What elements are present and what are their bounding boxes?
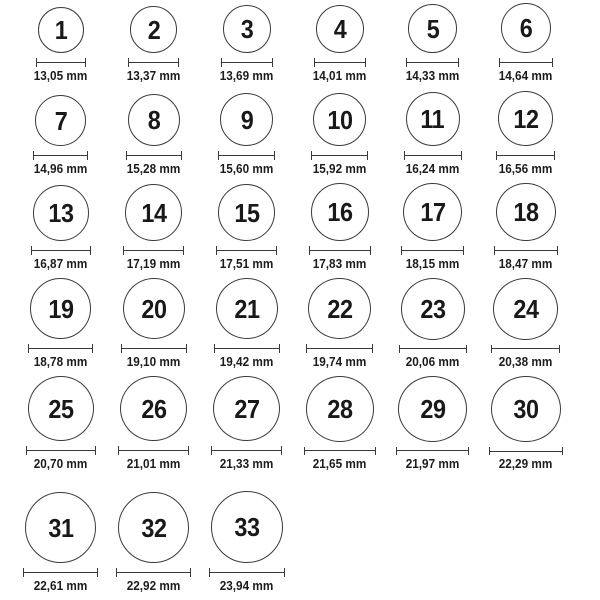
ring-circle — [501, 3, 551, 53]
ring-size-cell — [386, 376, 479, 478]
diameter-label: 14,33 mm — [405, 69, 460, 84]
ring-size-number: 3 — [240, 14, 253, 45]
scale-bar — [400, 348, 466, 349]
ring-size-cell — [107, 478, 200, 600]
diameter-scale-line — [126, 151, 182, 160]
ring-circle — [491, 376, 561, 442]
diameter-label: 17,51 mm — [219, 257, 274, 272]
ring-size-row — [14, 0, 600, 90]
ring-size-cell — [14, 0, 107, 90]
ring-size-number: 10 — [326, 104, 353, 135]
ring-size-cell — [386, 278, 479, 376]
ring-circle — [220, 93, 273, 146]
scale-bar — [217, 250, 276, 251]
diameter-scale-line — [23, 568, 98, 577]
diameter-label: 13,05 mm — [33, 69, 88, 84]
ring-size-cell — [107, 183, 200, 278]
ring-size-number: 26 — [140, 393, 167, 424]
diameter-scale-line — [396, 447, 469, 456]
scale-bar — [310, 250, 370, 251]
ring-circle — [306, 376, 374, 442]
diameter-scale-line — [209, 568, 285, 577]
ring-size-cell — [200, 90, 293, 183]
diameter-scale-line — [216, 246, 277, 255]
ring-size-number: 24 — [512, 293, 539, 324]
ring-size-number: 21 — [233, 293, 260, 324]
ring-size-cell — [479, 376, 572, 478]
ring-size-number: 30 — [512, 393, 539, 424]
ring-size-number: 31 — [47, 512, 74, 543]
ring-size-number: 4 — [333, 14, 346, 45]
diameter-label: 16,56 mm — [498, 162, 553, 177]
diameter-label: 20,06 mm — [405, 355, 460, 370]
ring-circle — [308, 278, 371, 339]
diameter-label: 18,78 mm — [33, 355, 88, 370]
diameter-scale-line — [314, 58, 366, 67]
ring-size-cell — [479, 278, 572, 376]
diameter-label: 22,92 mm — [126, 579, 181, 594]
ring-size-cell — [14, 376, 107, 478]
ring-circle — [223, 5, 271, 53]
diameter-scale-line — [401, 246, 464, 255]
scale-bar — [500, 62, 552, 63]
ring-circle — [498, 91, 553, 146]
scale-bar — [119, 450, 188, 451]
ring-size-number: 23 — [419, 293, 446, 324]
ring-circle — [406, 92, 460, 146]
ring-circle — [123, 278, 185, 339]
ring-size-number: 13 — [47, 198, 74, 229]
ring-circle — [403, 183, 462, 241]
ring-size-number: 28 — [326, 393, 353, 424]
ring-circle — [25, 492, 96, 563]
ring-size-row — [14, 90, 600, 183]
ring-size-number: 5 — [426, 13, 439, 44]
diameter-scale-line — [489, 447, 563, 455]
ring-circle — [120, 376, 187, 441]
scale-bar — [312, 155, 367, 156]
ring-size-number: 17 — [419, 197, 446, 228]
diameter-scale-line — [28, 344, 93, 353]
diameter-label: 22,61 mm — [33, 579, 88, 594]
ring-size-cell — [14, 278, 107, 376]
diameter-scale-line — [128, 58, 179, 67]
ring-circle — [213, 376, 280, 441]
diameter-scale-line — [311, 151, 368, 160]
diameter-label: 13,37 mm — [126, 69, 181, 84]
scale-bar — [402, 250, 463, 251]
diameter-label: 16,24 mm — [405, 162, 460, 177]
ring-circle — [33, 185, 89, 241]
ring-size-number: 29 — [419, 393, 446, 424]
scale-bar — [127, 155, 181, 156]
ring-size-number: 32 — [140, 512, 167, 543]
ring-size-cell — [14, 478, 107, 600]
diameter-scale-line — [306, 344, 373, 353]
diameter-scale-line — [309, 246, 371, 255]
ring-size-cell — [14, 183, 107, 278]
ring-circle — [35, 95, 86, 146]
diameter-scale-line — [36, 58, 86, 67]
diameter-scale-line — [211, 446, 282, 455]
scale-bar — [32, 250, 90, 251]
diameter-scale-line — [31, 246, 91, 255]
diameter-label: 19,74 mm — [312, 355, 367, 370]
scale-bar — [497, 155, 554, 156]
ring-size-cell — [479, 0, 572, 90]
ring-size-cell — [107, 278, 200, 376]
ring-size-cell — [386, 90, 479, 183]
ring-circle — [128, 94, 180, 146]
ring-size-row — [14, 278, 600, 376]
ring-size-number: 12 — [512, 103, 539, 134]
ring-size-cell — [386, 183, 479, 278]
diameter-label: 13,69 mm — [219, 69, 274, 84]
diameter-label: 17,19 mm — [126, 257, 181, 272]
scale-bar — [122, 348, 186, 349]
ring-size-number: 11 — [420, 104, 445, 135]
ring-circle — [493, 278, 558, 340]
scale-bar — [129, 62, 178, 63]
diameter-label: 16,87 mm — [33, 257, 88, 272]
diameter-label: 21,01 mm — [126, 457, 181, 472]
ring-circle — [216, 278, 278, 339]
ring-size-cell — [200, 478, 293, 600]
diameter-scale-line — [118, 446, 189, 455]
diameter-label: 21,33 mm — [219, 457, 274, 472]
diameter-scale-line — [499, 58, 553, 67]
scale-bar — [37, 62, 85, 63]
scale-bar — [212, 450, 281, 451]
ring-size-cell — [386, 0, 479, 90]
ring-size-cell — [200, 376, 293, 478]
ring-size-row — [14, 183, 600, 278]
ring-circle — [30, 278, 91, 339]
ring-circle — [218, 184, 275, 241]
diameter-label: 23,94 mm — [219, 579, 274, 594]
ring-size-number: 7 — [54, 105, 67, 136]
ring-size-number: 19 — [47, 293, 74, 324]
diameter-label: 14,64 mm — [498, 69, 553, 84]
diameter-scale-line — [218, 151, 275, 160]
ring-size-cell — [200, 278, 293, 376]
diameter-label: 14,01 mm — [312, 69, 367, 84]
ring-size-number: 8 — [147, 105, 160, 136]
diameter-label: 14,96 mm — [33, 162, 88, 177]
diameter-label: 17,83 mm — [312, 257, 367, 272]
scale-bar — [219, 155, 274, 156]
ring-circle — [28, 376, 94, 441]
ring-size-cell — [293, 278, 386, 376]
ring-size-number: 18 — [512, 197, 539, 228]
ring-circle — [125, 184, 182, 241]
ring-size-number: 25 — [47, 393, 74, 424]
ring-size-number: 6 — [519, 13, 532, 44]
diameter-label: 21,65 mm — [312, 457, 367, 472]
ring-circle — [408, 4, 457, 53]
ring-size-cell — [200, 183, 293, 278]
diameter-scale-line — [399, 345, 467, 354]
diameter-label: 15,60 mm — [219, 162, 274, 177]
ring-size-number: 1 — [54, 15, 67, 46]
ring-size-number: 33 — [233, 512, 260, 543]
diameter-scale-line — [494, 246, 558, 255]
ring-size-number: 22 — [326, 293, 353, 324]
ring-size-cell — [293, 376, 386, 478]
ring-circle — [38, 7, 84, 53]
diameter-scale-line — [491, 345, 560, 354]
scale-bar — [27, 450, 95, 451]
diameter-label: 20,70 mm — [33, 457, 88, 472]
diameter-scale-line — [406, 58, 459, 67]
ring-size-number: 20 — [140, 293, 167, 324]
ring-size-cell — [107, 0, 200, 90]
scale-bar — [117, 572, 190, 573]
ring-circle — [398, 376, 467, 442]
diameter-label: 18,47 mm — [498, 257, 553, 272]
scale-bar — [215, 348, 279, 349]
ring-circle — [401, 278, 465, 340]
diameter-scale-line — [496, 151, 555, 160]
scale-bar — [405, 155, 461, 156]
ring-size-cell — [107, 376, 200, 478]
ring-size-row — [14, 478, 600, 600]
diameter-scale-line — [116, 568, 191, 577]
ring-size-number: 2 — [147, 14, 160, 45]
ring-size-cell — [107, 90, 200, 183]
ring-size-cell — [479, 183, 572, 278]
diameter-label: 15,92 mm — [312, 162, 367, 177]
diameter-scale-line — [26, 446, 96, 455]
ring-size-cell — [200, 0, 293, 90]
diameter-label: 19,42 mm — [219, 355, 274, 370]
diameter-label: 19,10 mm — [126, 355, 181, 370]
ring-size-number: 9 — [240, 104, 253, 135]
diameter-scale-line — [214, 344, 280, 353]
diameter-label: 21,97 mm — [405, 457, 460, 472]
diameter-scale-line — [121, 344, 187, 353]
ring-circle — [130, 6, 177, 53]
ring-size-cell — [293, 183, 386, 278]
ring-circle — [311, 183, 369, 241]
ring-size-row — [14, 376, 600, 478]
scale-bar — [307, 348, 372, 349]
scale-bar — [210, 572, 284, 573]
scale-bar — [397, 450, 468, 451]
diameter-scale-line — [304, 447, 376, 456]
scale-bar — [34, 155, 87, 156]
scale-bar — [24, 572, 97, 573]
ring-circle — [118, 492, 189, 563]
ring-size-number: 14 — [140, 197, 167, 228]
ring-size-cell — [293, 90, 386, 183]
ring-size-number: 16 — [326, 197, 353, 228]
scale-bar — [315, 62, 365, 63]
ring-size-number: 15 — [233, 197, 260, 228]
diameter-scale-line — [221, 58, 273, 67]
diameter-label: 15,28 mm — [126, 162, 181, 177]
scale-bar — [222, 62, 272, 63]
diameter-label: 20,38 mm — [498, 355, 553, 370]
ring-circle — [211, 491, 283, 563]
ring-size-cell — [14, 90, 107, 183]
scale-bar — [29, 348, 92, 349]
ring-circle — [316, 5, 364, 53]
scale-bar — [490, 451, 562, 452]
scale-bar — [124, 250, 183, 251]
diameter-scale-line — [123, 246, 184, 255]
ring-circle — [313, 93, 366, 146]
scale-bar — [495, 250, 557, 251]
scale-bar — [305, 450, 375, 451]
scale-bar — [407, 62, 458, 63]
ring-size-number: 27 — [233, 393, 260, 424]
diameter-label: 22,29 mm — [498, 457, 553, 472]
scale-bar — [492, 348, 559, 349]
diameter-scale-line — [33, 151, 88, 160]
diameter-label: 18,15 mm — [405, 257, 460, 272]
ring-size-cell — [293, 0, 386, 90]
ring-size-cell — [479, 90, 572, 183]
diameter-scale-line — [404, 151, 462, 160]
ring-circle — [496, 183, 556, 241]
